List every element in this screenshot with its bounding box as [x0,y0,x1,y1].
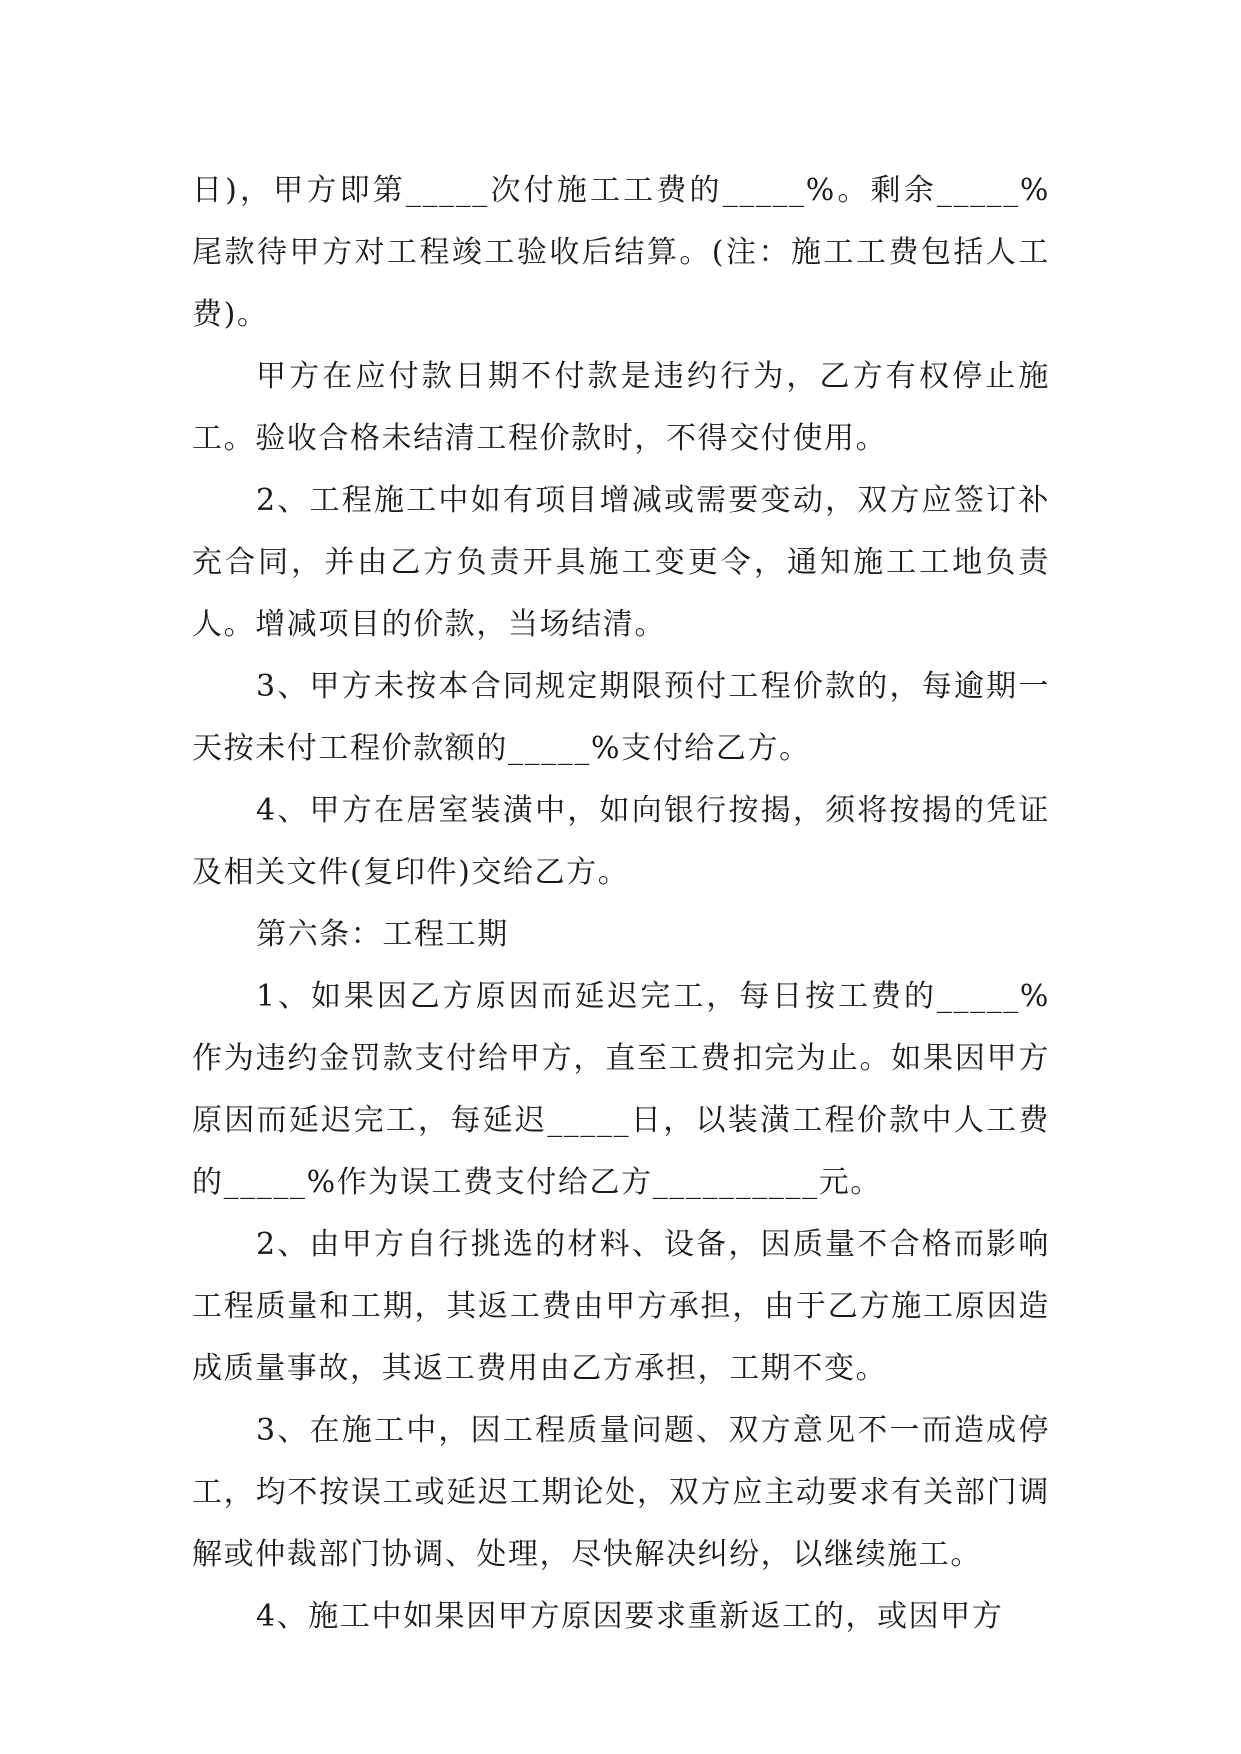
paragraph-late-payment: 甲方在应付款日期不付款是违约行为，乙方有权停止施工。验收合格未结清工程价款时，不得交付使用。 [192,359,1050,456]
paragraph-term-3-disputes: 3、在施工中，因工程质量问题、双方意见不一而造成停工，均不按误工或延迟工期论处，双方应主动要求有关部门调解或仲裁部门协调、处理，尽快解决纠纷，以继续施工。 [192,1413,1050,1572]
section-heading-article-6: 第六条：工程工期 [256,917,509,952]
document-body [192,160,1050,1648]
paragraph-clause-3-overdue: 3、甲方未按本合同规定期限预付工程价款的，每逾期一天按未付工程价款额的_____%支付给乙方。 [192,669,1050,766]
paragraph-term-2-materials: 2、由甲方自行挑选的材料、设备，因质量不合格而影响工程质量和工期，其返工费由甲方承担，由于乙方施工原因造成质量事故，其返工费用由乙方承担，工期不变。 [192,1227,1050,1386]
paragraph-payment-schedule: 日)，甲方即第_____次付施工工费的_____%。剩余_____%尾款待甲方对工程竣工验收后结算。(注：施工工费包括人工费)。 [192,173,1050,332]
paragraph-term-4-rework: 4、施工中如果因甲方原因要求重新返工的，或因甲方 [256,1599,1004,1634]
paragraph-clause-4-mortgage: 4、甲方在居室装潢中，如向银行按揭，须将按揭的凭证及相关文件(复印件)交给乙方。 [192,793,1050,890]
paragraph-clause-2-changes: 2、工程施工中如有项目增减或需要变动，双方应签订补充合同，并由乙方负责开具施工变更令，通知施工工地负责人。增减项目的价款，当场结清。 [192,483,1050,642]
paragraph-term-1-delay: 1、如果因乙方原因而延迟完工，每日按工费的_____%作为违约金罚款支付给甲方，直至工费扣完为止。如果因甲方原因而延迟完工，每延迟_____日，以装潢工程价款中人工费的_____%作为误工费支付给乙方__________元。 [192,979,1050,1200]
